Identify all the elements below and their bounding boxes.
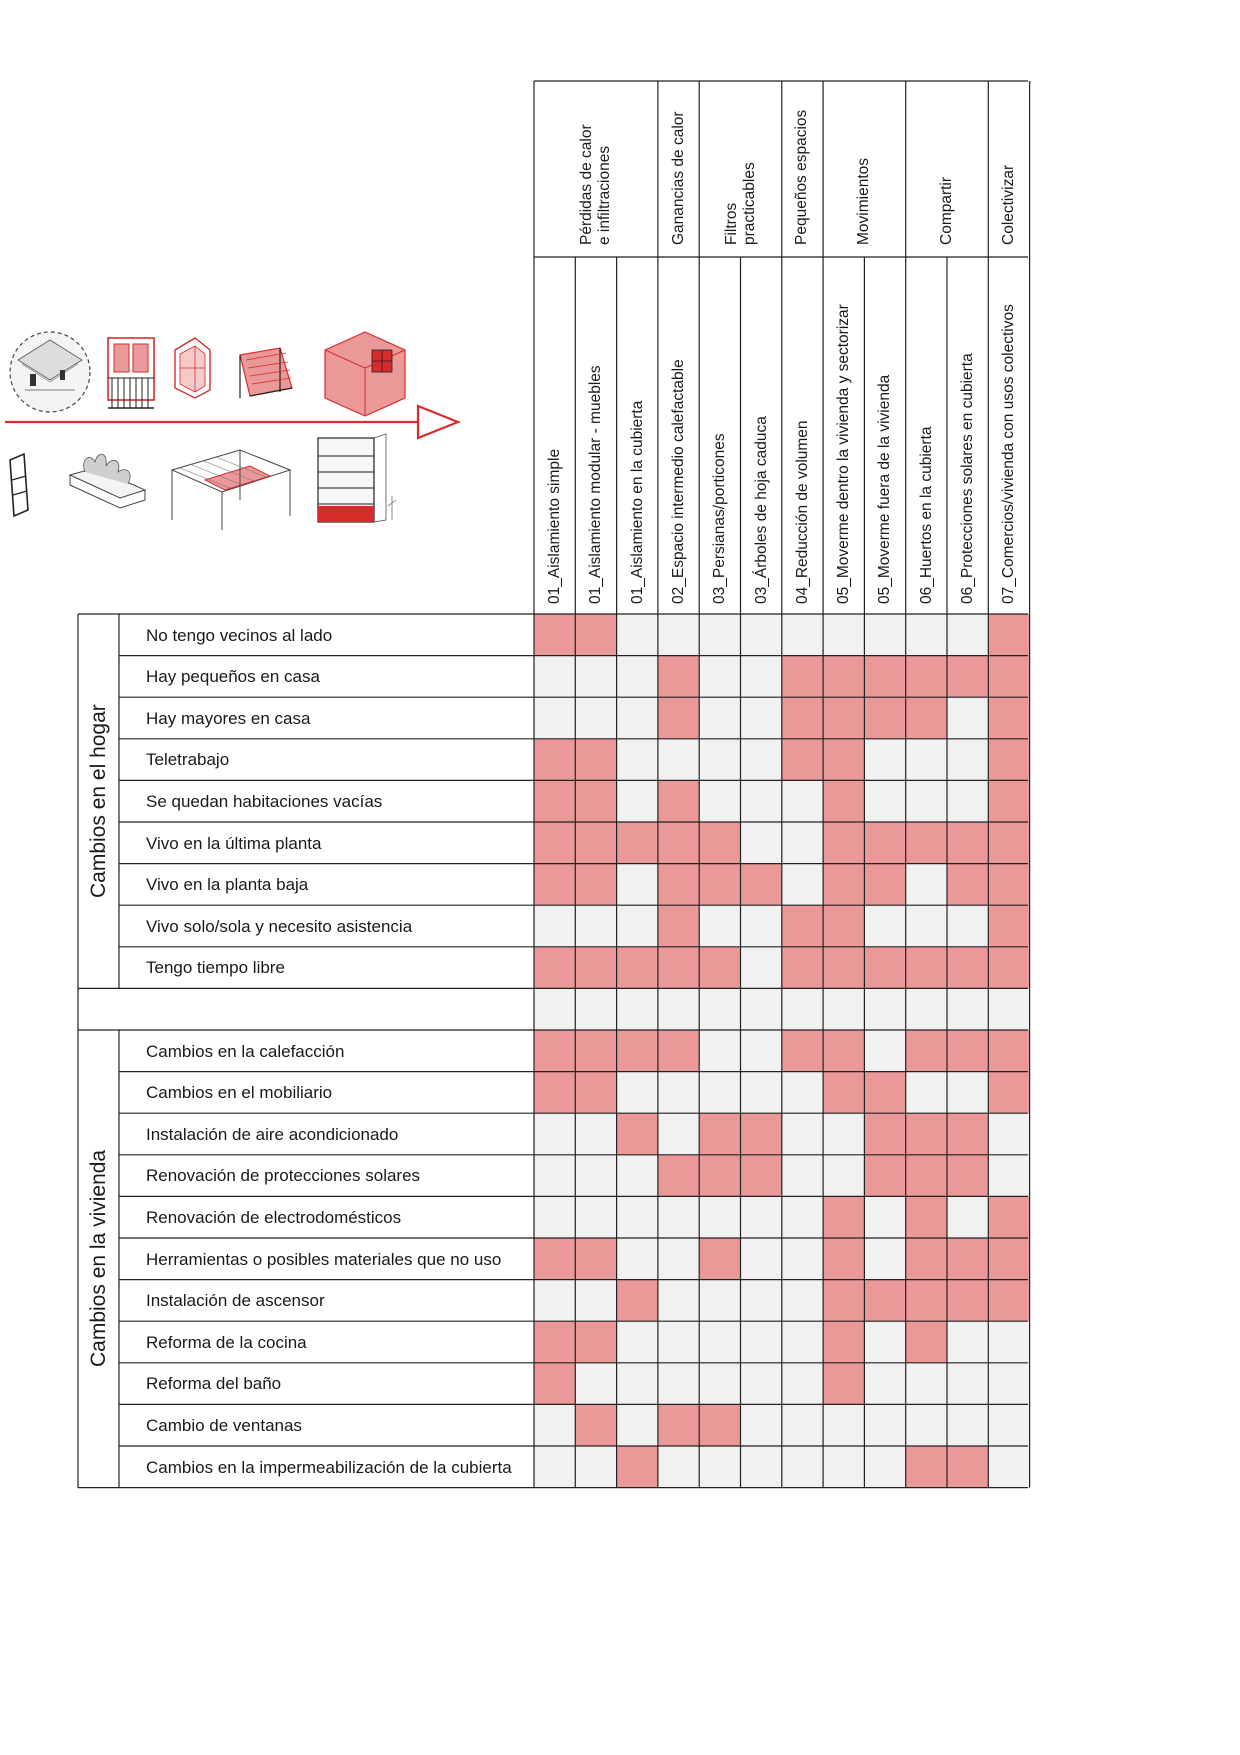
matrix-cell-empty	[864, 1321, 905, 1363]
matrix-cell-empty	[947, 1363, 988, 1405]
matrix-cell-marked	[617, 1030, 658, 1072]
matrix-cell-marked	[823, 864, 864, 906]
matrix-cell-empty	[782, 988, 823, 1030]
matrix-cell-marked	[823, 780, 864, 822]
matrix-cell-empty	[988, 1404, 1029, 1446]
row-label: Reforma de la cocina	[146, 1332, 307, 1352]
matrix-cell-empty	[782, 1238, 823, 1280]
section-title: Cambios en la vivienda	[87, 1150, 110, 1368]
matrix-cell-empty	[617, 1155, 658, 1197]
matrix-cell-marked	[823, 1072, 864, 1114]
matrix-cell-empty	[988, 1446, 1029, 1488]
matrix-cell-empty	[617, 1072, 658, 1114]
matrix-cell-marked	[741, 1155, 782, 1197]
matrix-cell-empty	[864, 1446, 905, 1488]
matrix-cell-marked	[988, 864, 1029, 906]
matrix-cell-marked	[575, 614, 616, 656]
matrix-cell-marked	[947, 822, 988, 864]
matrix-cell-marked	[906, 1321, 947, 1363]
matrix-cell-empty	[658, 739, 699, 781]
matrix-cell-empty	[658, 1113, 699, 1155]
matrix-cell-empty	[823, 1446, 864, 1488]
matrix-cell-marked	[823, 1196, 864, 1238]
matrix-cell-empty	[906, 614, 947, 656]
matrix-cell-empty	[864, 988, 905, 1030]
matrix-cell-empty	[988, 1321, 1029, 1363]
column-label: 03_Árboles de hoja caduca	[752, 416, 770, 604]
matrix-cell-empty	[947, 1404, 988, 1446]
matrix-cell-marked	[741, 1113, 782, 1155]
matrix-cell-marked	[575, 1072, 616, 1114]
matrix-cell-marked	[988, 947, 1029, 989]
matrix-cell-empty	[617, 780, 658, 822]
matrix-cell-empty	[988, 1113, 1029, 1155]
matrix-cell-empty	[947, 988, 988, 1030]
matrix-cell-marked	[823, 905, 864, 947]
matrix-cell-marked	[658, 905, 699, 947]
matrix-cell-marked	[575, 780, 616, 822]
matrix-cell-empty	[864, 1030, 905, 1072]
matrix-cell-empty	[741, 1446, 782, 1488]
column-label: 01_Aislamiento modular - muebles	[587, 365, 605, 604]
matrix-cell-marked	[699, 1155, 740, 1197]
matrix-cell-empty	[782, 822, 823, 864]
matrix-cell-empty	[699, 1446, 740, 1488]
matrix-cell-empty	[575, 656, 616, 698]
matrix-cell-marked	[947, 1030, 988, 1072]
matrix-cell-empty	[947, 614, 988, 656]
matrix-cell-empty	[617, 988, 658, 1030]
row-label: Renovación de electrodomésticos	[146, 1207, 402, 1227]
matrix-cell-empty	[741, 739, 782, 781]
row-label: Vivo en la planta baja	[146, 875, 309, 895]
matrix-cell-marked	[699, 1404, 740, 1446]
matrix-cell-empty	[534, 656, 575, 698]
column-label: 06_Protecciones solares en cubierta	[959, 353, 976, 604]
matrix-cell-marked	[988, 739, 1029, 781]
matrix-cell-marked	[823, 739, 864, 781]
row-label: No tengo vecinos al lado	[146, 625, 333, 645]
matrix-cell-marked	[988, 614, 1029, 656]
matrix-cell-marked	[575, 739, 616, 781]
matrix-cell-marked	[658, 1155, 699, 1197]
matrix-cell-marked	[575, 1238, 616, 1280]
matrix-cell-empty	[699, 1196, 740, 1238]
matrix-cell-marked	[534, 864, 575, 906]
matrix-cell-empty	[782, 864, 823, 906]
column-label: 03_Persianas/porticones	[711, 433, 729, 604]
matrix-cell-marked	[534, 1030, 575, 1072]
matrix-cell-marked	[947, 1238, 988, 1280]
matrix-cell-empty	[575, 1155, 616, 1197]
matrix-cell-empty	[782, 1196, 823, 1238]
matrix-cell-marked	[617, 822, 658, 864]
matrix-cell-marked	[658, 864, 699, 906]
matrix-cell-empty	[741, 1321, 782, 1363]
matrix-cell-marked	[699, 864, 740, 906]
matrix-cell-marked	[782, 739, 823, 781]
matrix-cell-empty	[617, 739, 658, 781]
matrix-cell-marked	[988, 1280, 1029, 1322]
column-label: 01_Aislamiento simple	[546, 448, 563, 604]
row-label: Cambios en el mobiliario	[146, 1083, 333, 1103]
matrix-cell-empty	[741, 780, 782, 822]
matrix-cell-empty	[658, 1321, 699, 1363]
group-label: practicables	[740, 162, 758, 245]
matrix-cell-empty	[658, 1238, 699, 1280]
matrix-cell-empty	[782, 614, 823, 656]
matrix-cell-marked	[864, 947, 905, 989]
group-label: Compartir	[938, 176, 955, 245]
matrix-cell-marked	[947, 864, 988, 906]
matrix-cell-empty	[782, 1446, 823, 1488]
column-label: 07_Comercios/vivienda con usos colectivos	[1000, 304, 1018, 604]
matrix-cell-empty	[823, 1404, 864, 1446]
matrix-cell-empty	[947, 905, 988, 947]
matrix-cell-marked	[906, 947, 947, 989]
matrix-cell-marked	[864, 656, 905, 698]
matrix-cell-marked	[658, 780, 699, 822]
matrix-cell-empty	[658, 988, 699, 1030]
matrix-cell-marked	[823, 1321, 864, 1363]
matrix-cell-marked	[617, 1113, 658, 1155]
matrix-cell-empty	[782, 1404, 823, 1446]
matrix-cell-empty	[864, 780, 905, 822]
matrix-cell-empty	[699, 780, 740, 822]
matrix-cell-marked	[988, 780, 1029, 822]
matrix-cell-empty	[617, 1363, 658, 1405]
matrix-cell-empty	[575, 1113, 616, 1155]
matrix-cell-marked	[699, 1113, 740, 1155]
row-label: Cambios en la impermeabilización de la cubierta	[146, 1457, 512, 1477]
matrix-cell-empty	[658, 1446, 699, 1488]
matrix-cell-empty	[947, 1072, 988, 1114]
matrix-cell-empty	[906, 864, 947, 906]
row-label: Renovación de protecciones solares	[146, 1166, 421, 1186]
matrix-cell-empty	[534, 1280, 575, 1322]
matrix-cell-empty	[741, 614, 782, 656]
matrix-cell-marked	[575, 947, 616, 989]
matrix-cell-marked	[988, 1238, 1029, 1280]
matrix-cell-marked	[906, 1155, 947, 1197]
matrix-cell-empty	[617, 864, 658, 906]
matrix-cell-marked	[823, 1030, 864, 1072]
matrix-cell-empty	[947, 697, 988, 739]
matrix-cell-empty	[699, 1030, 740, 1072]
matrix-cell-marked	[906, 697, 947, 739]
matrix-cell-marked	[947, 1280, 988, 1322]
matrix-cell-marked	[534, 780, 575, 822]
matrix-cell-marked	[617, 1280, 658, 1322]
group-label: Ganancias de calor	[669, 111, 687, 245]
matrix-cell-marked	[658, 697, 699, 739]
matrix-cell-empty	[741, 1363, 782, 1405]
matrix-cell-empty	[988, 1363, 1029, 1405]
section-title: Cambios en el hogar	[87, 704, 110, 899]
matrix-cell-empty	[906, 780, 947, 822]
matrix-cell-marked	[534, 1072, 575, 1114]
matrix-cell-empty	[575, 697, 616, 739]
matrix-cell-empty	[741, 697, 782, 739]
matrix-cell-marked	[906, 1446, 947, 1488]
matrix-cell-empty	[823, 1155, 864, 1197]
matrix-cell-marked	[782, 947, 823, 989]
matrix-cell-empty	[575, 905, 616, 947]
row-label: Cambio de ventanas	[146, 1415, 302, 1435]
group-label: Movimientos	[855, 158, 873, 245]
matrix-cell-marked	[823, 1280, 864, 1322]
row-label: Tengo tiempo libre	[146, 958, 285, 978]
matrix-cell-marked	[534, 614, 575, 656]
matrix-cell-marked	[782, 697, 823, 739]
matrix-cell-empty	[823, 614, 864, 656]
matrix-cell-empty	[823, 988, 864, 1030]
matrix-cell-empty	[864, 905, 905, 947]
matrix-cell-marked	[864, 1280, 905, 1322]
matrix-cell-empty	[534, 1446, 575, 1488]
matrix-cell-empty	[617, 697, 658, 739]
matrix-cell-marked	[534, 947, 575, 989]
matrix-cell-empty	[617, 1196, 658, 1238]
matrix-cell-marked	[658, 1030, 699, 1072]
matrix-cell-empty	[782, 1363, 823, 1405]
matrix-cell-marked	[947, 947, 988, 989]
matrix-cell-marked	[906, 1113, 947, 1155]
matrix-cell-empty	[575, 1363, 616, 1405]
matrix-cell-empty	[699, 739, 740, 781]
matrix-cell-marked	[864, 1155, 905, 1197]
column-label: 01_Aislamiento en la cubierta	[628, 400, 646, 604]
matrix-cell-empty	[741, 656, 782, 698]
matrix-cell-empty	[617, 614, 658, 656]
matrix-cell-marked	[823, 1363, 864, 1405]
matrix-cell-marked	[988, 1196, 1029, 1238]
matrix-cell-empty	[864, 614, 905, 656]
matrix-cell-empty	[906, 905, 947, 947]
row-label: Se quedan habitaciones vacías	[146, 791, 383, 811]
matrix-cell-marked	[575, 1030, 616, 1072]
matrix-cell-marked	[988, 1030, 1029, 1072]
matrix-cell-empty	[782, 1280, 823, 1322]
matrix-cell-empty	[741, 947, 782, 989]
group-label: Filtros	[722, 202, 740, 245]
matrix-cell-marked	[658, 656, 699, 698]
matrix-cell-marked	[699, 947, 740, 989]
matrix-cell-marked	[658, 1404, 699, 1446]
matrix-cell-empty	[864, 1238, 905, 1280]
matrix-cell-empty	[534, 1404, 575, 1446]
matrix-cell-empty	[699, 988, 740, 1030]
matrix-cell-empty	[864, 739, 905, 781]
matrix-cell-empty	[699, 905, 740, 947]
matrix-cell-marked	[575, 1321, 616, 1363]
matrix-cell-marked	[575, 822, 616, 864]
row-label: Vivo solo/sola y necesito asistencia	[146, 916, 413, 936]
matrix-cell-marked	[864, 1113, 905, 1155]
matrix-cell-marked	[864, 822, 905, 864]
matrix-cell-marked	[988, 905, 1029, 947]
matrix-cell-marked	[534, 822, 575, 864]
matrix-cell-empty	[699, 1072, 740, 1114]
matrix-cell-empty	[658, 1280, 699, 1322]
matrix-cell-marked	[782, 1030, 823, 1072]
matrix-cell-empty	[906, 739, 947, 781]
matrix-cell-marked	[575, 864, 616, 906]
matrix-cell-empty	[823, 1113, 864, 1155]
matrix-cell-marked	[947, 1155, 988, 1197]
row-label: Hay pequeños en casa	[146, 667, 320, 687]
column-label: 05_Moverme dentro la vivienda y sectorizar	[835, 304, 853, 604]
matrix-cell-empty	[699, 1321, 740, 1363]
matrix-cell-marked	[823, 822, 864, 864]
matrix-cell-empty	[617, 656, 658, 698]
column-label: 06_Huertos en la cubierta	[917, 426, 935, 604]
matrix-cell-empty	[782, 1155, 823, 1197]
matrix-cell-marked	[988, 697, 1029, 739]
matrix-cell-marked	[617, 947, 658, 989]
matrix-cell-empty	[947, 780, 988, 822]
matrix-cell-empty	[741, 988, 782, 1030]
row-label: Reforma del baño	[146, 1374, 282, 1394]
matrix-cell-marked	[906, 822, 947, 864]
matrix-cell-empty	[782, 1321, 823, 1363]
matrix-cell-empty	[617, 1238, 658, 1280]
matrix-cell-marked	[823, 1238, 864, 1280]
matrix-cell-empty	[699, 697, 740, 739]
matrix-cell-empty	[906, 988, 947, 1030]
matrix-cell-empty	[658, 1196, 699, 1238]
matrix-cell-empty	[947, 1321, 988, 1363]
matrix-cell-marked	[699, 822, 740, 864]
matrix-cell-marked	[658, 822, 699, 864]
matrix-cell-empty	[741, 1030, 782, 1072]
matrix-cell-marked	[864, 864, 905, 906]
matrix-cell-empty	[699, 1363, 740, 1405]
row-label: Instalación de ascensor	[146, 1291, 325, 1311]
matrix-cell-empty	[906, 1404, 947, 1446]
matrix-cell-empty	[864, 1196, 905, 1238]
column-label: 05_Moverme fuera de la vivienda	[876, 374, 894, 604]
matrix-cell-marked	[906, 1280, 947, 1322]
matrix-cell-empty	[947, 1196, 988, 1238]
row-label: Vivo en la última planta	[146, 833, 322, 853]
matrix-cell-empty	[906, 1072, 947, 1114]
matrix-cell-marked	[947, 656, 988, 698]
matrix-cell-empty	[741, 1404, 782, 1446]
matrix-cell-empty	[658, 1072, 699, 1114]
matrix-cell-marked	[864, 1072, 905, 1114]
matrix-cell-empty	[741, 822, 782, 864]
matrix-cell-empty	[617, 1321, 658, 1363]
matrix-cell-empty	[699, 1280, 740, 1322]
matrix-cell-empty	[741, 1196, 782, 1238]
row-label: Instalación de aire acondicionado	[146, 1124, 399, 1144]
column-label: 02_Espacio intermedio calefactable	[669, 359, 687, 604]
matrix-cell-marked	[534, 1321, 575, 1363]
group-label: Pérdidas de calor	[577, 124, 595, 245]
matrix-cell-marked	[658, 947, 699, 989]
matrix-cell-empty	[575, 1196, 616, 1238]
matrix-cell-empty	[988, 1155, 1029, 1197]
matrix-cell-empty	[575, 1446, 616, 1488]
matrix-cell-empty	[575, 988, 616, 1030]
matrix-cell-empty	[947, 739, 988, 781]
matrix-cell-marked	[617, 1446, 658, 1488]
matrix-cell-empty	[534, 1196, 575, 1238]
matrix-cell-empty	[782, 780, 823, 822]
matrix-cell-marked	[988, 822, 1029, 864]
matrix-cell-empty	[534, 1113, 575, 1155]
matrix-cell-empty	[617, 1404, 658, 1446]
matrix-cell-empty	[658, 614, 699, 656]
matrix-cell-empty	[741, 1238, 782, 1280]
matrix-cell-empty	[741, 1280, 782, 1322]
matrix-cell-empty	[699, 614, 740, 656]
matrix-cell-empty	[741, 1072, 782, 1114]
matrix-cell-empty	[575, 1280, 616, 1322]
matrix-cell-empty	[534, 988, 575, 1030]
matrix-cell-marked	[534, 1238, 575, 1280]
matrix-cell-marked	[823, 947, 864, 989]
matrix-cell-marked	[906, 1238, 947, 1280]
row-label: Herramientas o posibles materiales que no uso	[146, 1249, 502, 1269]
column-label: 04_Reducción de volumen	[793, 420, 811, 604]
matrix-cell-marked	[534, 739, 575, 781]
matrix-cell-marked	[823, 697, 864, 739]
matrix-cell-marked	[947, 1113, 988, 1155]
matrix-cell-marked	[988, 656, 1029, 698]
matrix-cell-empty	[782, 1072, 823, 1114]
matrix-cell-empty	[864, 1404, 905, 1446]
matrix-cell-marked	[864, 697, 905, 739]
matrix-cell-marked	[947, 1446, 988, 1488]
matrix-cell-marked	[906, 1030, 947, 1072]
row-label: Teletrabajo	[146, 750, 230, 770]
matrix-cell-marked	[988, 1072, 1029, 1114]
matrix-cell-empty	[658, 1363, 699, 1405]
matrix-cell-marked	[782, 905, 823, 947]
matrix-cell-empty	[988, 988, 1029, 1030]
matrix-cell-marked	[534, 1363, 575, 1405]
matrix-cell-marked	[741, 864, 782, 906]
matrix-cell-marked	[906, 1196, 947, 1238]
matrix-cell-empty	[534, 697, 575, 739]
matrix-cell-empty	[534, 1155, 575, 1197]
group-label: e infiltraciones	[595, 145, 613, 245]
group-label: Pequeños espacios	[793, 109, 811, 245]
matrix-cell-empty	[906, 1363, 947, 1405]
matrix-cell-marked	[906, 656, 947, 698]
matrix-cell-marked	[699, 1238, 740, 1280]
row-label: Cambios en la calefacción	[146, 1041, 345, 1061]
group-label: Colectivizar	[999, 164, 1017, 245]
matrix-cell-empty	[741, 905, 782, 947]
matrix-cell-marked	[782, 656, 823, 698]
matrix-cell-marked	[823, 656, 864, 698]
matrix-cell-empty	[617, 905, 658, 947]
row-label: Hay mayores en casa	[146, 708, 311, 728]
matrix-cell-marked	[575, 1404, 616, 1446]
matrix-cell-empty	[864, 1363, 905, 1405]
matrix-cell-empty	[534, 905, 575, 947]
matrix-cell-empty	[782, 1113, 823, 1155]
matrix-cell-empty	[699, 656, 740, 698]
